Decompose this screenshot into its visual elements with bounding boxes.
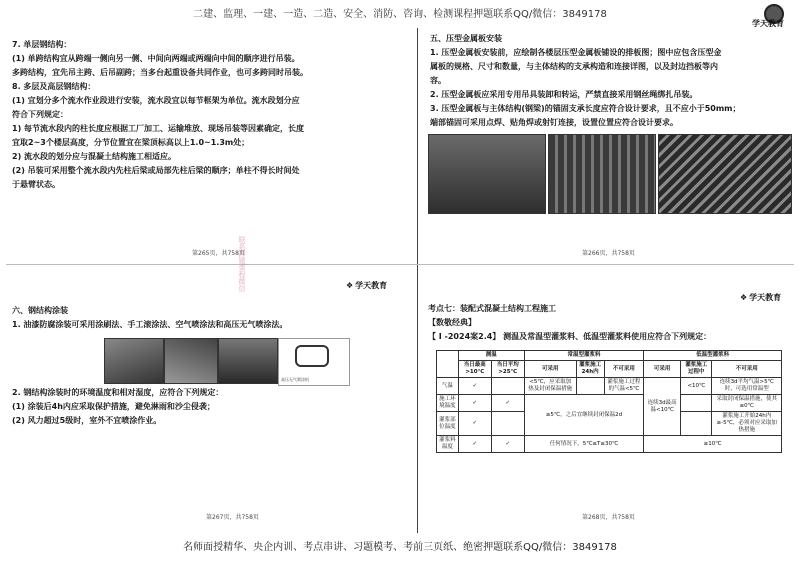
cell [576, 378, 604, 395]
page-number: 第267页，共758页 [206, 514, 259, 521]
row-label: 灌浆料温度 [437, 436, 459, 453]
line: 3. 压型金属板与主体结构(钢梁)的锚固支承长度应符合设计要求，且不应小于50mm； [430, 104, 741, 113]
cell [491, 412, 524, 436]
cell: ≥10℃ [644, 436, 782, 453]
grout-temperature-table [436, 350, 782, 453]
cell: ✓ [491, 395, 524, 412]
deck-photo-1 [428, 134, 546, 214]
line: (2) 吊装可采用整个流水段内先柱后梁或局部先柱后梁的顺序；单柱不得长时间处 [12, 166, 300, 175]
line: 1. 压型金属板安装前，应绘制各楼层压型金属板铺设的排板图；图中应包含压型金 [430, 48, 722, 57]
col-head: 灌浆施工过程中 [681, 361, 712, 378]
page-number: 第268页，共758页 [582, 514, 635, 521]
col-head: 可采用 [524, 361, 576, 378]
col-head [437, 351, 459, 378]
col-head: 不可采用 [712, 361, 782, 378]
line: 1) 每节流水段内的柱长度应根据工厂加工、运输堆放、现场吊装等因素确定，长度 [12, 124, 305, 133]
brand-label: ❖ 学天教育 [346, 280, 387, 291]
line: 符合下列规定： [12, 110, 68, 119]
col-head: 常温型灌浆料 [524, 351, 643, 361]
col-head: 可采用 [644, 361, 681, 378]
page-267-body-2 [12, 386, 223, 428]
page-268 [424, 268, 794, 528]
page-number: 第266页，共758页 [582, 250, 635, 257]
cell: <5℃，应采取加热及封闭保温措施 [524, 378, 576, 395]
section-title: 考点七：装配式混凝土结构工程施工 [428, 304, 556, 313]
line: 容。 [430, 76, 446, 85]
header-banner: 二建、监理、一建、一造、二造、安全、消防、咨询、检测课程押题联系QQ/微信：3849178 [193, 9, 607, 20]
line: 多跨结构，宜先吊主跨、后吊副跨；当多台起重设备共同作业，也可多跨同时吊装。 [12, 68, 308, 77]
page-266 [424, 30, 794, 262]
line: 端部锚固可采用点焊、贴角焊或射钉连接，设置位置应符合设计要求。 [430, 118, 678, 127]
cell: 灌浆施工开始24h内≥-5℃，必须对应采取加热措施 [712, 412, 782, 436]
line: 2. 钢结构涂装时的环境温度和相对湿度，应符合下列规定： [12, 388, 224, 397]
line: 7. 单层钢结构： [12, 40, 72, 49]
row-label: 灌浆部位温度 [437, 412, 459, 436]
cell: ✓ [458, 436, 491, 453]
deck-photo-3 [658, 134, 792, 214]
row-label: 气温 [437, 378, 459, 395]
page-265-body [12, 38, 308, 192]
cell: <10℃ [681, 378, 712, 395]
col-head: 不可采用 [604, 361, 644, 378]
page-267-body [12, 304, 287, 332]
line: (1) 宜划分多个流水作业段进行安装，流水段宜以每节框架为单位。流水段划分应 [12, 96, 300, 105]
line: 1. 油漆防腐涂装可采用涂刷法、手工滚涂法、空气喷涂法和高压无气喷涂法。 [12, 320, 288, 329]
coating-photo-1 [104, 338, 164, 384]
line: 2. 压型金属板应采用专用吊具装卸和转运，严禁直接采用钢丝绳绑扎吊装。 [430, 90, 698, 99]
col-head: 低温型灌浆料 [644, 351, 782, 361]
cell [681, 412, 712, 436]
deck-photo-2 [548, 134, 656, 214]
cell: 灌浆施工过程的气温<5℃ [604, 378, 644, 395]
cell [491, 378, 524, 395]
brand-label: ❖ 学天教育 [740, 292, 781, 303]
line: 2) 流水段的划分应与混凝土结构施工相适应。 [12, 152, 177, 161]
question: 【 I -2024案2.4】 测温及常温型灌浆料、低温型灌浆料使用应符合下列规定： [428, 332, 712, 341]
photo-caption: 高压无气喷涂机 [281, 377, 309, 382]
logo-text: 学天教育 [752, 19, 784, 28]
cell: 连续3d平均气温>5℃时，可选用常温型 [712, 378, 782, 395]
col-head: 当日最高>10℃ [458, 361, 491, 378]
line: 宜取2~3个楼层高度，分节位置宜在梁顶标高以上1.0~1.3m处； [12, 138, 250, 147]
cell: ✓ [458, 395, 491, 412]
cell: 采取封闭保温措施，使其≥0℃ [712, 395, 782, 412]
subtitle: 【数敬经典】 [428, 318, 476, 327]
coating-photo-2 [164, 338, 218, 384]
cell [681, 395, 712, 412]
page-267 [6, 268, 414, 528]
coating-photo-3 [218, 338, 278, 384]
line: (1) 单跨结构宜从跨端一侧向另一侧、中间向两端或两端向中间的顺序进行吊装。 [12, 54, 300, 63]
cell: 任何情况下，5℃≤T≤30℃ [524, 436, 643, 453]
watermark-stamp: 联系押题课程微信 [238, 236, 246, 292]
footer-banner: 名师面授精华、央企内训、考点串讲、习题模考、考前三页纸、绝密押题联系QQ/微信：3849178 [183, 542, 617, 553]
row-label: 施工环境温度 [437, 395, 459, 412]
cell: ≥5℃，之后宜继续封闭保温2d [524, 395, 643, 436]
vertical-divider [417, 28, 418, 533]
cell: ✓ [458, 412, 491, 436]
cell: ✓ [458, 378, 491, 395]
page-268-body [428, 302, 711, 344]
col-head: 当日平均>25℃ [491, 361, 524, 378]
cell: 连续3d最高温<10℃ [644, 378, 681, 436]
col-head: 测温 [458, 351, 524, 361]
horizontal-divider [6, 264, 794, 265]
sprayer-icon [295, 345, 329, 367]
line: 于悬臂状态。 [12, 180, 60, 189]
cell: ✓ [491, 436, 524, 453]
section-title: 六、钢结构涂装 [12, 306, 68, 315]
line: (2) 风力超过5级时，室外不宜喷涂作业。 [12, 416, 162, 425]
line: 8. 多层及高层钢结构： [12, 82, 96, 91]
page-266-body [430, 32, 741, 130]
section-title: 五、压型金属板安装 [430, 34, 502, 43]
page-number: 第265页，共758页 [192, 250, 245, 257]
line: 属板的规格、尺寸和数量，与主体结构的支承构造和连接详图，以及封边挡板等内 [430, 62, 718, 71]
brand-logo [752, 4, 794, 30]
col-head: 灌浆施工24h内 [576, 361, 604, 378]
line: (1) 涂装后4h内应采取保护措施，避免淋雨和沙尘侵袭； [12, 402, 215, 411]
page-265 [6, 30, 414, 262]
sprayer-photo [278, 338, 350, 386]
